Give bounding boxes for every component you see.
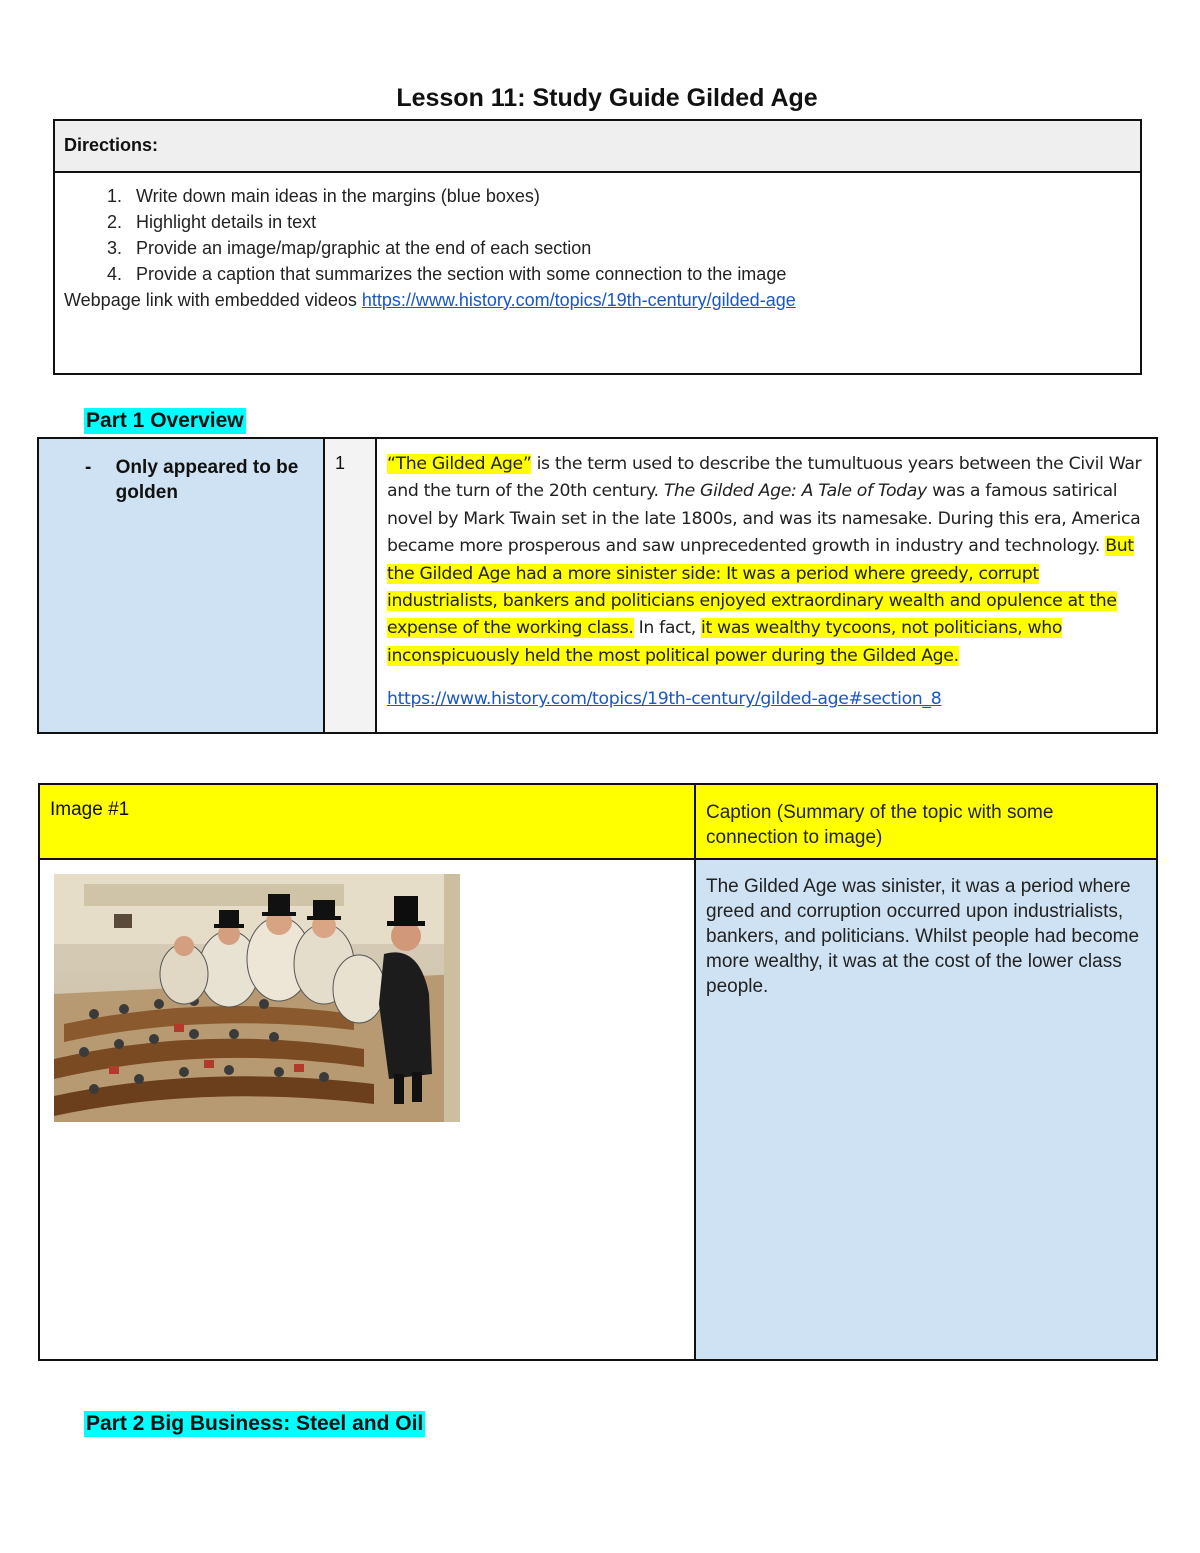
novel-title: The Gilded Age: A Tale of Today	[663, 481, 927, 502]
list-text: Provide a caption that summarizes the section with some connection to the image	[136, 264, 787, 284]
image-cell	[40, 860, 696, 1359]
webpage-link[interactable]: https://www.history.com/topics/19th-century/gilded-age	[361, 290, 796, 310]
image-header: Image #1	[40, 785, 696, 858]
table-body-row	[40, 860, 1156, 1359]
note-item	[85, 455, 323, 505]
list-item	[55, 209, 1140, 235]
page-title: Lesson 11: Study Guide Gilded Age	[396, 84, 818, 112]
list-text: Write down main ideas in the margins (blue boxes)	[136, 186, 540, 206]
part1-label: Part 1 Overview	[86, 409, 244, 432]
table-header-row	[40, 785, 1156, 860]
list-number: 2.	[106, 212, 122, 232]
highlighted-text: “The Gilded Age”	[387, 454, 532, 474]
list-item	[55, 183, 1140, 209]
directions-list	[55, 173, 1140, 287]
political-cartoon-image	[54, 874, 460, 1122]
list-number: 3.	[106, 238, 122, 258]
section-number: 1	[325, 439, 377, 732]
list-text: Highlight details in text	[136, 212, 317, 232]
section-link[interactable]: https://www.history.com/topics/19th-century/gilded-age#section_8	[387, 689, 942, 710]
body-text: In fact,	[633, 618, 702, 639]
highlighted-text: it was wealthy tycoons, not politicians, who inconspicuously held the most political power during the Gilded Age	[387, 618, 1063, 666]
part2-label: Part 2 Big Business: Steel and Oil	[86, 1412, 424, 1435]
directions-box	[53, 119, 1142, 375]
directions-heading: Directions:	[55, 121, 1140, 173]
webpage-label: Webpage link with embedded videos	[64, 290, 362, 310]
highlighted-text: .	[953, 645, 959, 666]
caption-header: Caption (Summary of the topic with some connection to image)	[706, 802, 1054, 848]
caption-text: The Gilded Age was sinister, it was a period where greed and corruption occurred upon industrialists, bankers, and politicians. Whilst people had become more wealthy, it was at the cost of the lower class people.	[696, 860, 1156, 1359]
list-number: 4.	[106, 264, 122, 284]
body-text: was a famous satirical novel by Mark Twain set in the late 1800s, and was its namesake. During this era, America became more prosperous and saw unprecedented growth in industry and technology.	[387, 481, 1141, 557]
part1-table	[37, 437, 1158, 734]
list-text: Provide an image/map/graphic at the end of each section	[136, 238, 592, 258]
note-text: Only appeared to be golden	[115, 457, 299, 503]
note-dash: -	[85, 457, 92, 478]
notes-margin-box	[39, 439, 325, 732]
list-item	[55, 235, 1140, 261]
webpage-line	[55, 287, 1140, 313]
list-item	[55, 261, 1140, 287]
highlighted-text: But the Gilded Age had a more sinister side: It was a period where greedy, corrupt industrialists, bankers and politicians enjoyed extraordinary wealth and opulence at the expense of the working class.	[387, 536, 1134, 639]
body-text: is the term used to describe the tumultuous years between the Civil War and the turn of the 20th century.	[387, 454, 1142, 502]
image-caption-table	[38, 783, 1158, 1361]
section-text	[377, 439, 1156, 732]
list-number: 1.	[106, 186, 122, 206]
